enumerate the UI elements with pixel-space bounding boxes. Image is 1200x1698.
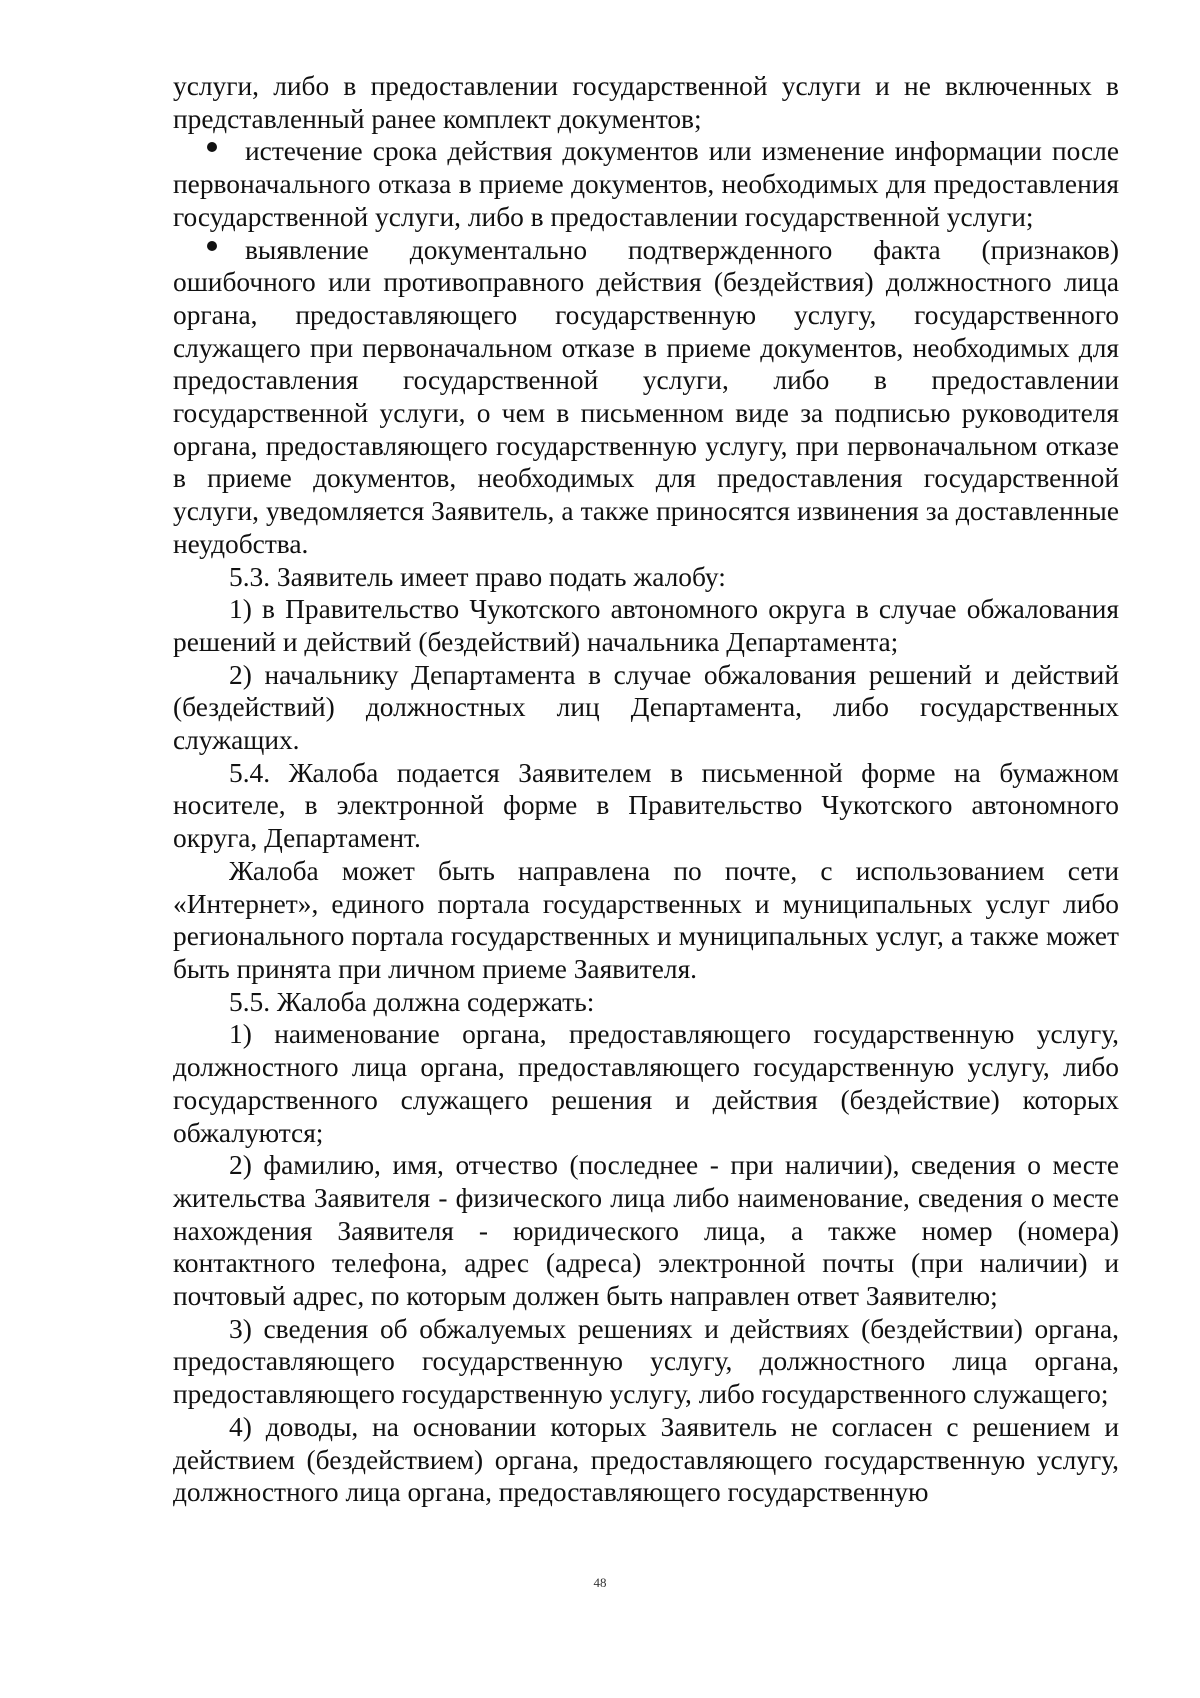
document-page (173, 70, 1119, 1509)
bullet-item-text: истечение срока действия документов или изменение информации после первоначального отказа в приеме документов, необходимых для предоставления государственной услуги, либо в предоставлении государственной услуги; (173, 136, 1119, 232)
section-5-5: 5.5. Жалоба должна содержать: (229, 986, 595, 1017)
page-number: 48 (593, 1575, 607, 1590)
bullet-item-2 (173, 234, 1119, 561)
section-5-5-item-4: 4) доводы, на основании которых Заявитель не согласен с решением и действием (бездействием) органа, предоставляющего государственную услугу, должностного лица органа, предоставляющего государственную (173, 1411, 1119, 1508)
section-5-3-item-2: 2) начальнику Департамента в случае обжалования решений и действий (бездействий) должностных лиц Департамента, либо государственных служащих. (173, 659, 1119, 756)
paragraph-continuation: услуги, либо в предоставлении государственной услуги и не включенных в представленный ранее комплект документов; (173, 71, 1119, 134)
section-5-4: 5.4. Жалоба подается Заявителем в письменной форме на бумажном носителе, в электронной форме в Правительство Чукотского автономного округа, Департамент. (173, 757, 1119, 854)
section-5-5-item-2: 2) фамилию, имя, отчество (последнее - при наличии), сведения о месте жительства Заявителя - физического лица либо наименование, сведения о месте нахождения Заявителя - юридического лица, а также номер (номера) контактного телефона, адрес (адреса) электронной почты (при наличии) и почтовый адрес, по которым должен быть направлен ответ Заявителю; (173, 1150, 1119, 1312)
bullet-item-1 (173, 135, 1119, 233)
bullet-item-text: выявление документально подтвержденного факта (признаков) ошибочного или противоправного действия (бездействия) должностного лица органа, предоставляющего государственную услугу, государственного служащего при первоначальном отказе в приеме документов, необходимых для предоставления государственной услуги, либо в предоставлении государственной услуги, о чем в письменном виде за подписью руководителя органа, предоставляющего государственную услугу, при первоначальном отказе в приеме документов, необходимых для предоставления государственной услуги, уведомляется Заявитель, а также приносятся извинения за доставленные неудобства. (173, 234, 1119, 559)
section-5-3: 5.3. Заявитель имеет право подать жалобу: (229, 561, 726, 592)
section-5-5-item-3: 3) сведения об обжалуемых решениях и действиях (бездействии) органа, предоставляющего государственную услугу, должностного лица органа, предоставляющего государственную услугу, либо государственного служащего; (173, 1313, 1119, 1410)
section-5-5-item-1: 1) наименование органа, предоставляющего государственную услугу, должностного лица органа, предоставляющего государственную услугу, либо государственного служащего решения и действия (бездействие) которых обжалуются; (173, 1019, 1119, 1148)
section-5-3-item-1: 1) в Правительство Чукотского автономного округа в случае обжалования решений и действий (бездействий) начальника Департамента; (173, 594, 1119, 657)
section-5-4-paragraph: Жалоба может быть направлена по почте, с использованием сети «Интернет», единого портала государственных и муниципальных услуг либо регионального портала государственных и муниципальных услуг, а также может быть принята при личном приеме Заявителя. (173, 855, 1119, 984)
